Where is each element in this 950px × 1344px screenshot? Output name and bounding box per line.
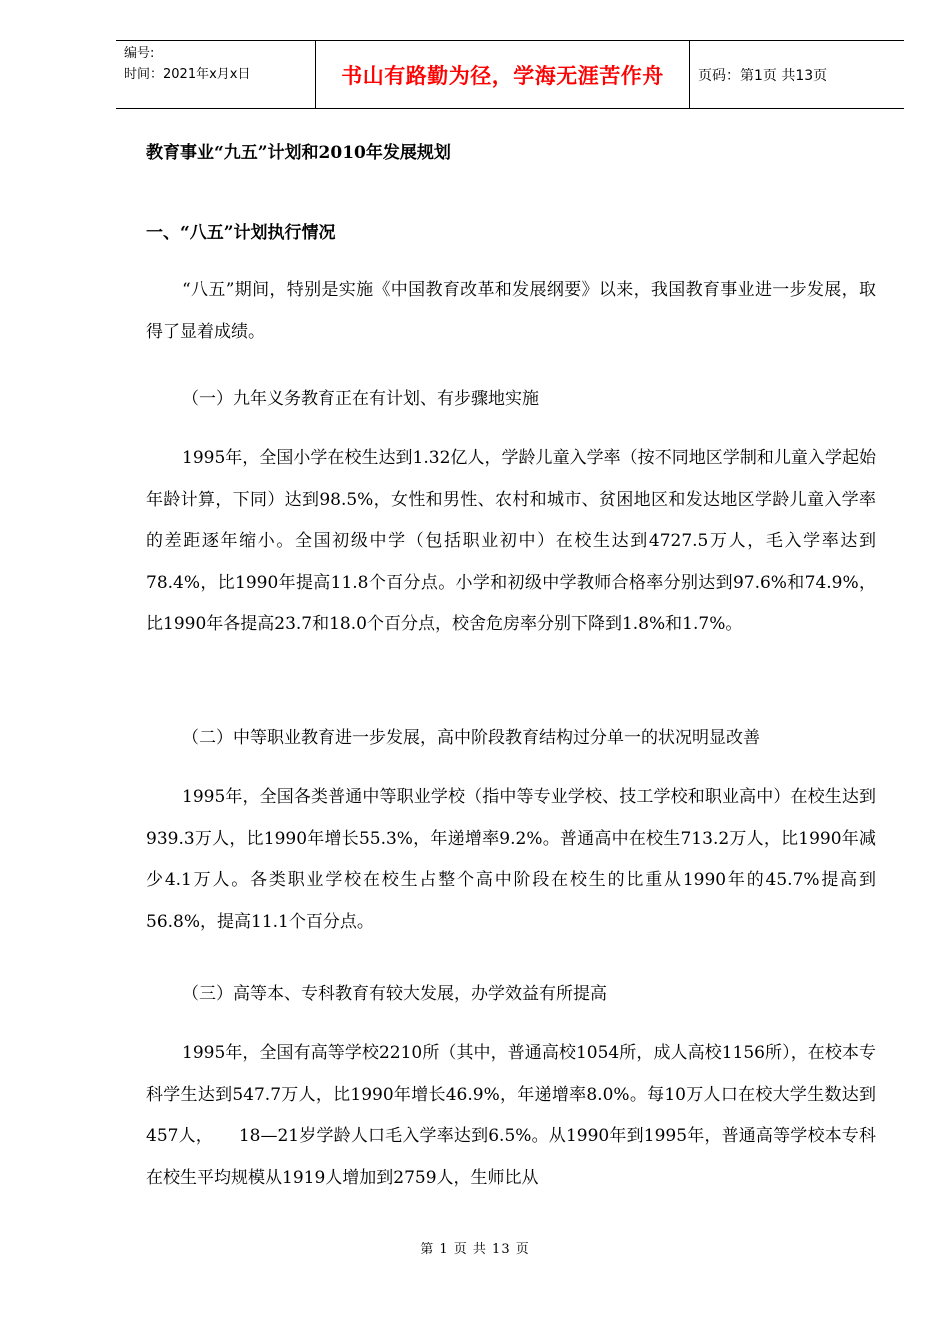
section-heading: 一、“八五”计划执行情况 bbox=[146, 223, 336, 243]
subsection-paragraph-3: 1995年，全国有高等学校2210所（其中，普通高校1054所，成人高校1156所），在校本专科学生达到547.7万人，比1990年增长46.9%，年递增率8.0%。每10万人口在校大学生数达到457人， 18—21岁学龄人口毛入学率达到6.5%。从1990年到1995年，普通高等学校本专科在校生平均规模从1919人增加到2759人，生师比从 bbox=[146, 1043, 876, 1188]
subsection-heading-2: （二）中等职业教育进一步发展，高中阶段教育结构过分单一的状况明显改善 bbox=[182, 728, 760, 748]
page-footer: 第 1 页 共 13 页 bbox=[420, 1242, 530, 1257]
number-label: 编号: bbox=[124, 46, 155, 61]
header-table bbox=[116, 40, 904, 109]
document-title: 教育事业“九五”计划和2010年发展规划 bbox=[146, 143, 451, 163]
subsection-paragraph-2: 1995年，全国各类普通中等职业学校（指中等专业学校、技工学校和职业高中）在校生达到939.3万人，比1990年增长55.3%，年递增率9.2%。普通高中在校生713.2万人，比1990年减少4.1万人。各类职业学校在校生占整个高中阶段在校生的比重从1990年的45.7%提高到56.8%，提高11.1个百分点。 bbox=[146, 787, 876, 932]
intro-paragraph: “八五”期间，特别是实施《中国教育改革和发展纲要》以来，我国教育事业进一步发展，取得了显着成绩。 bbox=[146, 280, 876, 342]
header-divider bbox=[689, 41, 690, 108]
subsection-paragraph-1: 1995年，全国小学在校生达到1.32亿人，学龄儿童入学率（按不同地区学制和儿童入学起始年龄计算，下同）达到98.5%，女性和男性、农村和城市、贫困地区和发达地区学龄儿童入学率的差距逐年缩小。全国初级中学（包括职业初中）在校生达到4727.5万人，毛入学率达到78.4%，比1990年提高11.8个百分点。小学和初级中学教师合格率分别达到97.6%和74.9%，比1990年各提高23.7和18.0个百分点，校舍危房率分别下降到1.8%和1.7%。 bbox=[146, 448, 876, 634]
header-meta bbox=[124, 43, 314, 85]
header-page-info: 页码：第1页 共13页 bbox=[698, 67, 828, 84]
time-label: 时间：2021年x月x日 bbox=[124, 67, 251, 82]
header-motto: 书山有路勤为径，学海无涯苦作舟 bbox=[341, 63, 664, 88]
subsection-heading-3: （三）高等本、专科教育有较大发展，办学效益有所提高 bbox=[182, 984, 607, 1004]
subsection-heading-1: （一）九年义务教育正在有计划、有步骤地实施 bbox=[182, 389, 539, 409]
